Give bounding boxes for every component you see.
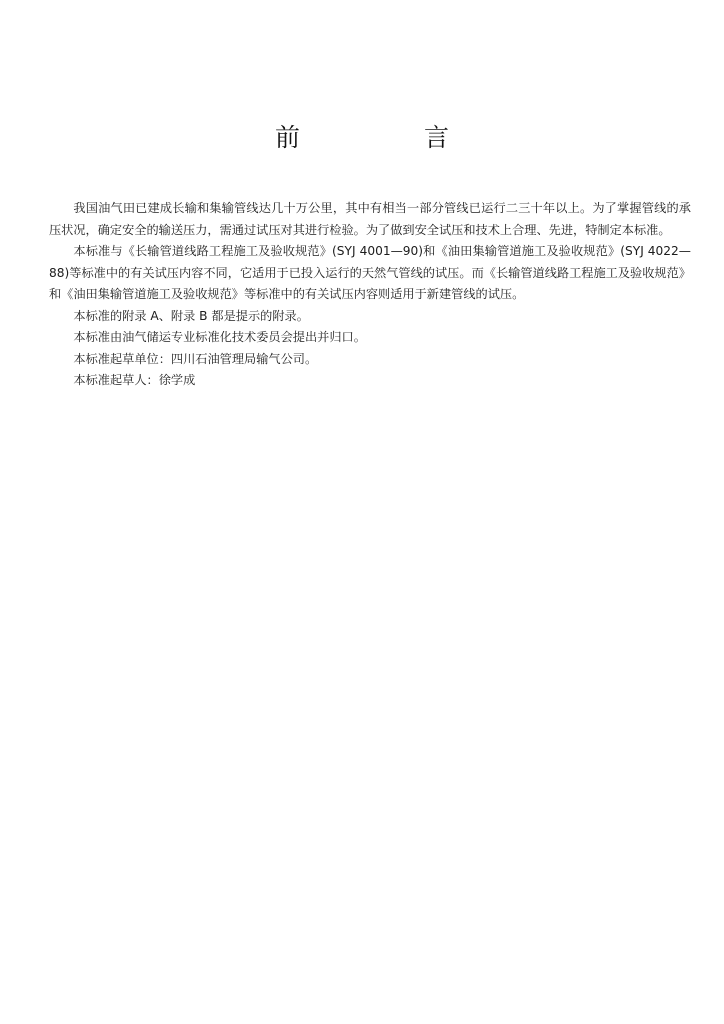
page-title: 前 言: [275, 123, 507, 152]
paragraph-appendix-note: 本标准的附录 A、附录 B 都是提示的附录。: [73, 308, 309, 323]
paragraph-drafting-unit: 本标准起草单位：四川石油管理局输气公司。: [73, 351, 318, 366]
paragraph-proposer: 本标准由油气储运专业标准化技术委员会提出并归口。: [73, 330, 366, 344]
foreword-body: [49, 198, 691, 392]
paragraph-background: 我国油气田已建成长输和集输管线达几十万公里，其中有相当一部分管线已运行二三十年以上。为了掌握管线的承压状况，确定安全的输送压力，需通过试压对其进行检验。为了做到安全试压和技术上合理、先进，特制定本标准。: [49, 201, 691, 237]
paragraph-scope-comparison: 本标准与《长输管道线路工程施工及验收规范》(SYJ 4001—90)和《油田集输管道施工及验收规范》(SYJ 4022—88)等标准中的有关试压内容不同，它适用于已投入运行的天然气管线的试压。而《长输管道线路工程施工及验收规范》和《油田集输管道施工及验收规范》等标准中的有关试压内容则适用于新建管线的试压。: [49, 244, 691, 301]
paragraph-drafter: 本标准起草人：徐学成: [73, 373, 196, 387]
